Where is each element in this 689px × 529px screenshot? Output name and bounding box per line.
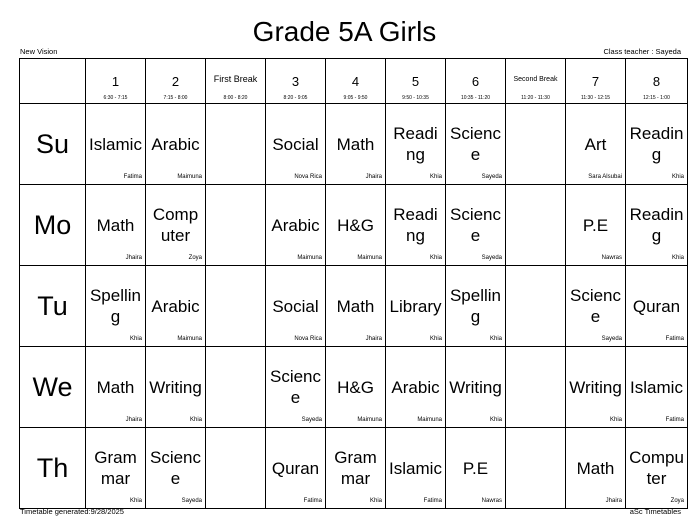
lesson-cell — [386, 104, 446, 185]
class-teacher: Class teacher : Sayeda — [603, 47, 681, 56]
teacher-name: Jhaira — [365, 336, 382, 342]
teacher-name: Maimuna — [177, 336, 202, 342]
lesson-cell — [86, 104, 146, 185]
lesson-cell — [446, 104, 506, 185]
day-label: Tu — [20, 266, 86, 347]
day-row — [20, 266, 688, 347]
lesson-cell — [446, 266, 506, 347]
lesson-cell — [626, 104, 688, 185]
teacher-name: Maimuna — [357, 417, 382, 423]
page-title: Grade 5A Girls — [252, 16, 437, 47]
period-time: 8:00 - 8:20 — [223, 95, 248, 101]
period-label: 5 — [411, 74, 420, 89]
period-header — [386, 59, 446, 104]
period-time: 11:20 - 11:30 — [521, 95, 550, 101]
period-time: 10:35 - 11:20 — [460, 95, 491, 101]
day-label: We — [20, 347, 86, 428]
lesson-cell — [86, 185, 146, 266]
break-cell — [506, 347, 566, 428]
break-header — [206, 59, 266, 104]
subject-name: Math — [96, 377, 135, 397]
teacher-name: Nova Rica — [294, 174, 322, 180]
teacher-name: Khia — [609, 417, 622, 423]
period-label: 8 — [652, 74, 661, 89]
teacher-name: Khia — [489, 336, 502, 342]
lesson-cell — [146, 185, 206, 266]
day-label: Mo — [20, 185, 86, 266]
teacher-name: Sayeda — [481, 174, 502, 180]
day-row — [20, 428, 688, 509]
lesson-cell — [446, 347, 506, 428]
teacher-name: Sayeda — [301, 417, 322, 423]
lesson-cell — [626, 185, 688, 266]
day-row — [20, 347, 688, 428]
subject-name: Islamic — [630, 377, 683, 397]
teacher-name: Nova Rica — [294, 336, 322, 342]
subject-name: Math — [336, 296, 375, 316]
subject-name: Social — [272, 296, 319, 316]
teacher-name: Zoya — [188, 255, 202, 261]
subject-name: Spelling — [449, 286, 502, 326]
period-header-row — [20, 59, 688, 104]
lesson-cell — [626, 266, 688, 347]
subject-name: H&G — [337, 377, 374, 397]
subject-name: Arabic — [151, 134, 200, 154]
lesson-cell — [326, 428, 386, 509]
subject-name: Computer — [629, 448, 684, 488]
subject-name: H&G — [337, 215, 374, 235]
lesson-cell — [446, 428, 506, 509]
lesson-cell — [566, 104, 626, 185]
corner-cell — [20, 59, 86, 104]
subject-name: Writing — [569, 377, 622, 397]
subject-name: Reading — [629, 205, 684, 245]
period-label: 1 — [111, 74, 120, 89]
subject-name: Quran — [271, 458, 320, 478]
subject-name: Arabic — [391, 377, 440, 397]
subject-name: Math — [96, 215, 135, 235]
teacher-name: Khia — [671, 255, 684, 261]
subject-name: Islamic — [389, 458, 442, 478]
teacher-name: Khia — [369, 498, 382, 504]
lesson-cell — [146, 428, 206, 509]
subject-name: Science — [449, 205, 502, 245]
footer-brand: aSc Timetables — [629, 507, 681, 516]
subject-name: Writing — [149, 377, 202, 397]
teacher-name: Sayeda — [601, 336, 622, 342]
lesson-cell — [386, 266, 446, 347]
break-cell — [206, 185, 266, 266]
break-cell — [206, 266, 266, 347]
period-label: 2 — [171, 74, 180, 89]
lesson-cell — [266, 185, 326, 266]
teacher-name: Khia — [489, 417, 502, 423]
period-header — [446, 59, 506, 104]
teacher-name: Sara Alsubai — [588, 174, 622, 180]
lesson-cell — [326, 185, 386, 266]
period-label: Second Break — [513, 76, 558, 83]
timetable — [19, 58, 688, 509]
break-cell — [506, 185, 566, 266]
period-label: 7 — [591, 74, 600, 89]
teacher-name: Jhaira — [605, 498, 622, 504]
lesson-cell — [566, 347, 626, 428]
subject-name: Reading — [629, 124, 684, 164]
subject-name: Quran — [632, 296, 681, 316]
teacher-name: Khia — [429, 174, 442, 180]
subject-name: Science — [269, 367, 322, 407]
day-label: Th — [20, 428, 86, 509]
lesson-cell — [266, 347, 326, 428]
period-header — [326, 59, 386, 104]
period-time: 12:15 - 1:00 — [643, 95, 670, 101]
lesson-cell — [386, 428, 446, 509]
day-row — [20, 185, 688, 266]
teacher-name: Khia — [429, 336, 442, 342]
lesson-cell — [266, 428, 326, 509]
period-time: 7:15 - 8:00 — [163, 95, 188, 101]
generated-date: Timetable generated:9/28/2025 — [20, 507, 124, 516]
break-cell — [206, 428, 266, 509]
lesson-cell — [146, 347, 206, 428]
lesson-cell — [266, 266, 326, 347]
period-header — [566, 59, 626, 104]
subject-name: Science — [149, 448, 202, 488]
lesson-cell — [626, 428, 688, 509]
teacher-name: Khia — [189, 417, 202, 423]
teacher-name: Sayeda — [481, 255, 502, 261]
period-label: First Break — [213, 74, 258, 84]
break-cell — [506, 428, 566, 509]
teacher-name: Maimuna — [417, 417, 442, 423]
lesson-cell — [326, 266, 386, 347]
subject-name: Arabic — [151, 296, 200, 316]
teacher-name: Sayeda — [181, 498, 202, 504]
lesson-cell — [146, 266, 206, 347]
subject-name: P.E — [582, 215, 609, 235]
teacher-name: Maimuna — [297, 255, 322, 261]
lesson-cell — [566, 428, 626, 509]
period-header — [86, 59, 146, 104]
teacher-name: Jhaira — [365, 174, 382, 180]
day-label: Su — [20, 104, 86, 185]
subject-name: Library — [389, 296, 442, 316]
subject-name: Grammar — [94, 448, 137, 488]
lesson-cell — [86, 428, 146, 509]
subject-name: Math — [336, 134, 375, 154]
subject-name: Islamic — [89, 134, 142, 154]
subject-name: Grammar — [334, 448, 377, 488]
lesson-cell — [86, 266, 146, 347]
lesson-cell — [446, 185, 506, 266]
period-time: 9:05 - 9:50 — [343, 95, 368, 101]
lesson-cell — [566, 266, 626, 347]
teacher-name: Khia — [671, 174, 684, 180]
subject-name: Math — [576, 458, 615, 478]
day-row — [20, 104, 688, 185]
subject-name: Science — [569, 286, 622, 326]
period-time: 11:30 - 12:15 — [580, 95, 611, 101]
subject-name: Arabic — [271, 215, 320, 235]
subject-name: Computer — [152, 205, 199, 245]
teacher-name: Nawras — [481, 498, 502, 504]
teacher-name: Fatima — [665, 336, 684, 342]
period-time: 9:50 - 10:35 — [402, 95, 429, 101]
lesson-cell — [86, 347, 146, 428]
period-header — [146, 59, 206, 104]
teacher-name: Fatima — [665, 417, 684, 423]
teacher-name: Jhaira — [125, 255, 142, 261]
period-label: 3 — [291, 74, 300, 89]
break-header — [506, 59, 566, 104]
subject-name: Reading — [393, 205, 438, 245]
lesson-cell — [566, 185, 626, 266]
break-cell — [506, 266, 566, 347]
school-name: New Vision — [20, 47, 58, 56]
period-time: 8:20 - 9:05 — [283, 95, 308, 101]
lesson-cell — [326, 104, 386, 185]
subject-name: P.E — [462, 458, 489, 478]
period-label: 4 — [351, 74, 360, 89]
period-header — [266, 59, 326, 104]
period-time: 6:30 - 7:15 — [103, 95, 128, 101]
period-label: 6 — [471, 74, 480, 89]
lesson-cell — [386, 347, 446, 428]
lesson-cell — [326, 347, 386, 428]
teacher-name: Fatima — [303, 498, 322, 504]
lesson-cell — [266, 104, 326, 185]
lesson-cell — [626, 347, 688, 428]
subject-name: Art — [584, 134, 607, 154]
lesson-cell — [386, 185, 446, 266]
break-cell — [506, 104, 566, 185]
teacher-name: Maimuna — [357, 255, 382, 261]
subject-name: Social — [272, 134, 319, 154]
teacher-name: Jhaira — [125, 417, 142, 423]
period-header — [626, 59, 688, 104]
teacher-name: Nawras — [601, 255, 622, 261]
teacher-name: Zoya — [670, 498, 684, 504]
break-cell — [206, 347, 266, 428]
teacher-name: Khia — [129, 336, 142, 342]
teacher-name: Khia — [129, 498, 142, 504]
break-cell — [206, 104, 266, 185]
lesson-cell — [146, 104, 206, 185]
teacher-name: Fatima — [123, 174, 142, 180]
teacher-name: Maimuna — [177, 174, 202, 180]
teacher-name: Khia — [429, 255, 442, 261]
subject-name: Science — [449, 124, 502, 164]
subject-name: Spelling — [89, 286, 142, 326]
teacher-name: Fatima — [423, 498, 442, 504]
subject-name: Reading — [393, 124, 438, 164]
subject-name: Writing — [449, 377, 502, 397]
